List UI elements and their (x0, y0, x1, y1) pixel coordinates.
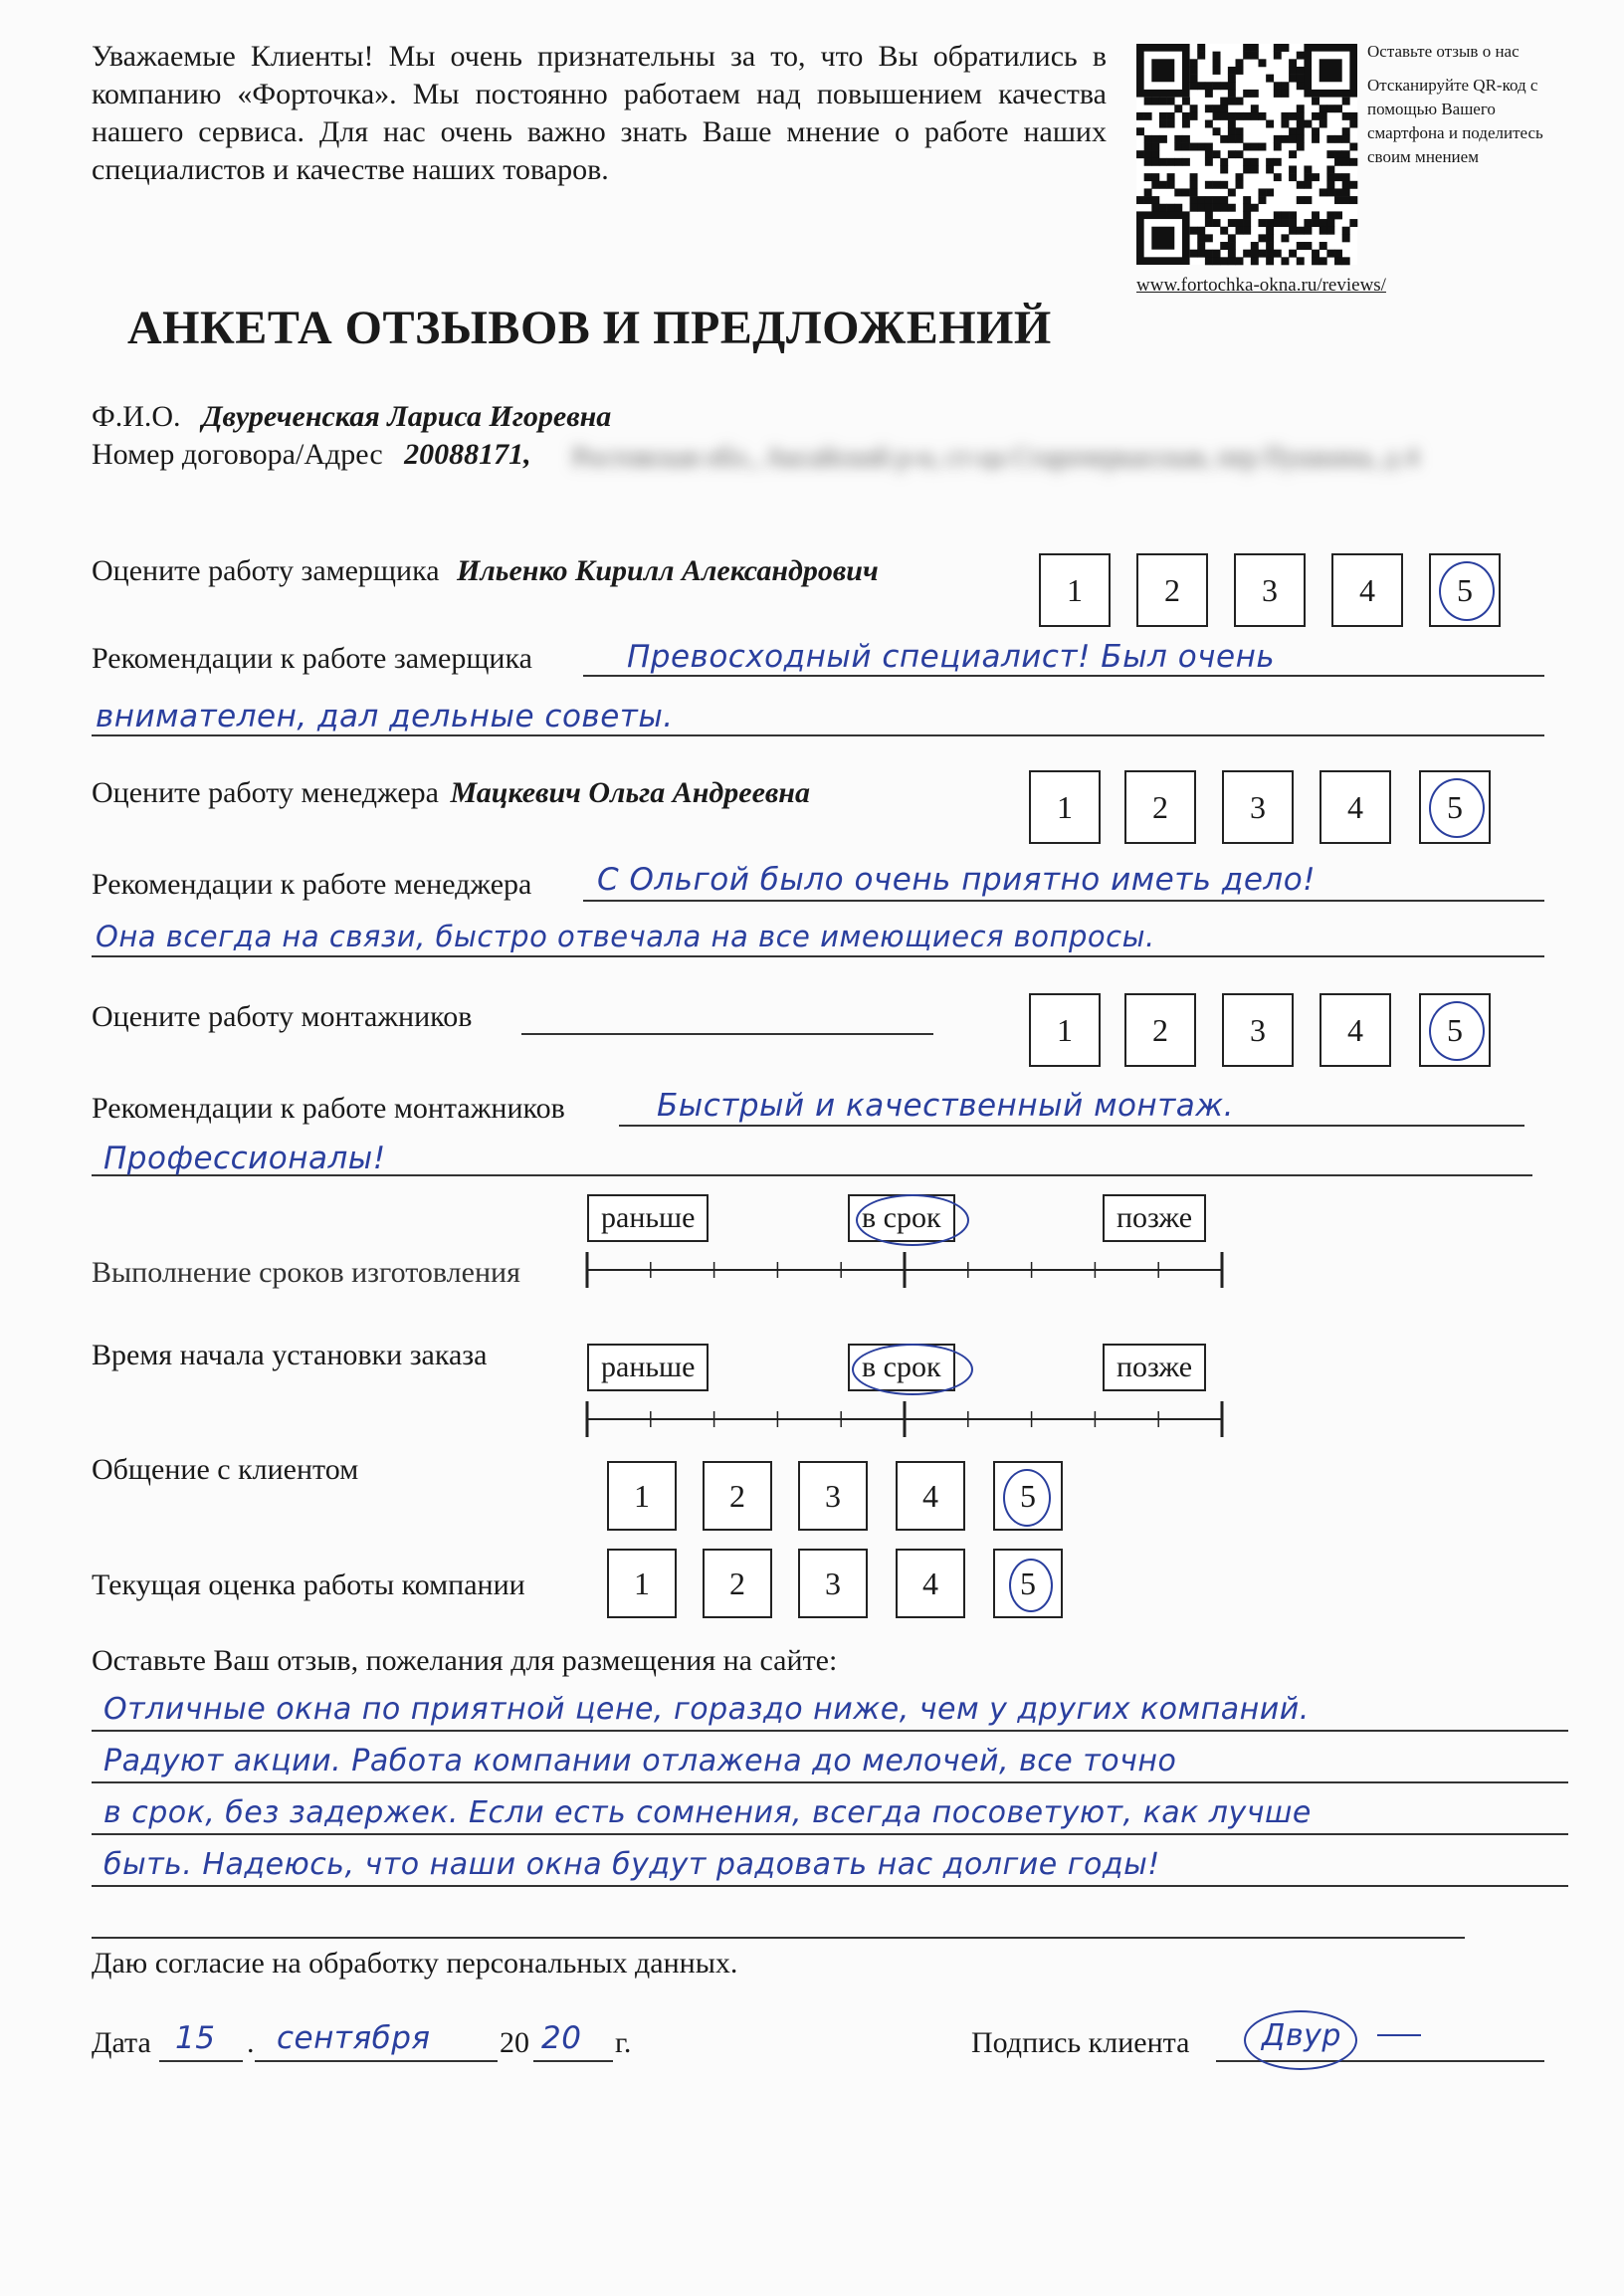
fio-label: Ф.И.О. (92, 400, 181, 433)
production-early-box[interactable]: раньше (587, 1194, 709, 1242)
install-ontime-box[interactable]: в срок (848, 1344, 955, 1391)
company-rate-1[interactable]: 1 (607, 1549, 677, 1618)
communication-selected-circle (1003, 1469, 1051, 1527)
qr-code-icon[interactable] (1136, 44, 1357, 265)
signature-label: Подпись клиента (971, 2026, 1190, 2059)
review-line-5 (92, 1937, 1465, 1939)
installers-rate-5[interactable]: 5 (1419, 993, 1491, 1067)
installers-label: Оцените работу монтажников (92, 1000, 473, 1033)
measurer-rating-row (92, 554, 879, 588)
consent-text: Даю согласие на обработку персональных данных. (92, 1947, 738, 1980)
installers-rec-label: Рекомендации к работе монтажников (92, 1092, 565, 1125)
measurer-rate-2[interactable]: 2 (1136, 553, 1208, 627)
date-day-line (159, 2060, 243, 2062)
install-selected-circle (852, 1344, 973, 1395)
date-year-value[interactable]: 20 (541, 2020, 582, 2056)
fio-row (92, 400, 611, 434)
installers-rate-1[interactable]: 1 (1029, 993, 1101, 1067)
date-month-line (255, 2060, 498, 2062)
production-late-box[interactable]: позже (1103, 1194, 1206, 1242)
contract-row (92, 438, 531, 472)
installers-rate-2[interactable]: 2 (1124, 993, 1196, 1067)
qr-note-title: Оставьте отзыв о нас (1367, 42, 1520, 61)
company-rate-4[interactable]: 4 (896, 1549, 965, 1618)
company-rate-2[interactable]: 2 (703, 1549, 772, 1618)
measurer-rate-3[interactable]: 3 (1234, 553, 1306, 627)
communication-rate-1[interactable]: 1 (607, 1461, 677, 1531)
install-early-box[interactable]: раньше (587, 1344, 709, 1391)
manager-rate-5[interactable]: 5 (1419, 770, 1491, 844)
manager-label: Оцените работу менеджера (92, 776, 439, 809)
manager-rec-text2[interactable]: Она всегда на связи, быстро отвечала на все имеющиеся вопросы. (96, 920, 1155, 953)
review-line-4 (92, 1885, 1568, 1887)
manager-rate-3[interactable]: 3 (1222, 770, 1294, 844)
manager-rating-row (92, 776, 810, 810)
contract-label: Номер договора/Адрес (92, 438, 383, 471)
production-label: Выполнение сроков изготовления (92, 1256, 520, 1289)
signature-tail (1377, 2034, 1421, 2036)
manager-rate-1[interactable]: 1 (1029, 770, 1101, 844)
manager-rate-4[interactable]: 4 (1320, 770, 1391, 844)
company-rate-5[interactable]: 5 (993, 1549, 1063, 1618)
communication-rate-2[interactable]: 2 (703, 1461, 772, 1531)
date-month-value[interactable]: сентября (277, 2020, 431, 2056)
qr-note-body: Отсканируйте QR-код с помощью Вашего смартфона и поделитесь своим мнением (1367, 76, 1543, 166)
company-selected-circle (1009, 1559, 1053, 1612)
measurer-rec-text2[interactable]: внимателен, дал дельные советы. (96, 699, 674, 734)
install-start-label: Время начала установки заказа (92, 1339, 488, 1371)
manager-rec-line2 (92, 955, 1544, 957)
measurer-rec-line2 (92, 734, 1544, 736)
installers-selected-circle (1429, 1001, 1485, 1061)
date-year-unit: г. (615, 2026, 632, 2059)
production-ontime-box[interactable]: в срок (848, 1194, 955, 1242)
production-selected-circle (856, 1194, 969, 1246)
qr-note (1367, 40, 1556, 169)
installers-rate-4[interactable]: 4 (1320, 993, 1391, 1067)
fio-value: Двуреченская Лариса Игоревна (202, 400, 612, 433)
measurer-rate-1[interactable]: 1 (1039, 553, 1111, 627)
review-text-3[interactable]: в срок, без задержек. Если есть сомнения, всегда посоветуют, как лучше (103, 1795, 1312, 1830)
manager-rate-2[interactable]: 2 (1124, 770, 1196, 844)
measurer-rec-text1[interactable]: Превосходный специалист! Был очень (627, 639, 1276, 675)
measurer-rate-4[interactable]: 4 (1331, 553, 1403, 627)
communication-rate-4[interactable]: 4 (896, 1461, 965, 1531)
measurer-name: Ильенко Кирилл Александрович (457, 554, 879, 587)
manager-name: Мацкевич Ольга Андреевна (450, 776, 810, 809)
review-text-2[interactable]: Радуют акции. Работа компании отлажена до мелочей, все точно (103, 1744, 1177, 1778)
manager-selected-circle (1429, 778, 1485, 838)
review-line-3 (92, 1833, 1568, 1835)
measurer-label: Оцените работу замерщика (92, 554, 440, 587)
production-timeline-scale[interactable] (585, 1252, 1226, 1292)
contract-value: 20088171, (404, 438, 531, 471)
installers-name-line[interactable] (521, 1033, 933, 1035)
date-label: Дата (92, 2026, 151, 2059)
address-blurred: Ростовская обл., Аксайский р-н, ст-ца Старочеркасская, пер Пушкина, д 4 (572, 442, 1419, 472)
company-rate-3[interactable]: 3 (798, 1549, 868, 1618)
communication-rate-3[interactable]: 3 (798, 1461, 868, 1531)
company-label: Текущая оценка работы компании (92, 1568, 525, 1601)
communication-label: Общение с клиентом (92, 1453, 359, 1486)
communication-rate-5[interactable]: 5 (993, 1461, 1063, 1531)
intro-text: Уважаемые Клиенты! Мы очень признательны за то, что Вы обратились в компанию «Форточка». Мы постоянно работаем над повышением качества нашего сервиса. Для нас очень важно знать Ваше мнение о работе наших специалистов и качестве наших товаров. (92, 40, 1107, 186)
date-dot: . (247, 2026, 255, 2059)
date-day-value[interactable]: 15 (175, 2020, 216, 2056)
form-title: АНКЕТА ОТЗЫВОВ И ПРЕДЛОЖЕНИЙ (127, 302, 1052, 354)
measurer-rec-line1 (583, 675, 1544, 677)
measurer-rate-5[interactable]: 5 (1429, 553, 1501, 627)
installers-rec-text1[interactable]: Быстрый и качественный монтаж. (657, 1088, 1235, 1124)
manager-rec-label: Рекомендации к работе менеджера (92, 868, 532, 901)
installers-rec-line1 (619, 1125, 1524, 1127)
measurer-rec-label: Рекомендации к работе замерщика (92, 642, 532, 675)
manager-rec-text1[interactable]: С Ольгой было очень приятно иметь дело! (597, 862, 1317, 898)
review-label: Оставьте Ваш отзыв, пожелания для размещения на сайте: (92, 1644, 838, 1677)
review-line-2 (92, 1781, 1568, 1783)
date-year-prefix: 20 (500, 2026, 529, 2059)
client-signature[interactable]: Двур (1262, 2018, 1341, 2053)
date-year-line (533, 2060, 613, 2062)
review-text-4[interactable]: быть. Надеюсь, что наши окна будут радовать нас долгие годы! (103, 1847, 1160, 1882)
installers-rec-text2[interactable]: Профессионалы! (103, 1141, 386, 1176)
review-text-1[interactable]: Отличные окна по приятной цене, гораздо ниже, чем у других компаний. (103, 1692, 1310, 1727)
install-timeline-scale[interactable] (585, 1401, 1226, 1441)
qr-code-graphic (1136, 44, 1357, 265)
review-url-link[interactable]: www.fortochka-okna.ru/reviews/ (1136, 275, 1386, 296)
install-late-box[interactable]: позже (1103, 1344, 1206, 1391)
measurer-selected-circle (1439, 561, 1495, 621)
installers-rate-3[interactable]: 3 (1222, 993, 1294, 1067)
review-line-1 (92, 1730, 1568, 1732)
manager-rec-line1 (583, 900, 1544, 902)
